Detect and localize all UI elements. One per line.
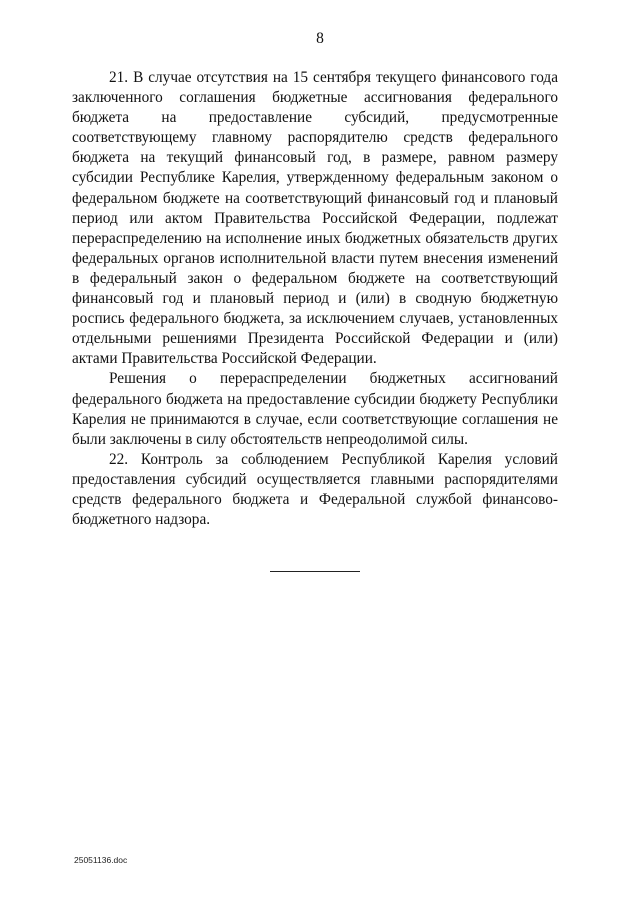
- paragraph-clause-21: 21. В случае отсутствия на 15 сентября текущего финансового года заключенного соглашения бюджетные ассигнования федерального бюджета на предоставление субсидий, предусмотренные соответствующему главному распорядителю средств федерального бюджета на текущий финансовый год, в размере, равном размеру субсидии Республике Карелия, утвержденному федеральным законом о федеральном бюджете на соответствующий финансовый год и плановый период или актом Правительства Российской Федерации, подлежат перераспределению на исполнение иных бюджетных обязательств других федеральных органов исполнительной власти путем внесения изменений в федеральный закон о федеральном бюджете на соответствующий финансовый год и плановый период и (или) в сводную бюджетную роспись федерального бюджета, за исключением случаев, установленных отдельными решениями Президента Российской Федерации и (или) актами Правительства Российской Федерации.: [72, 69, 558, 368]
- paragraph-redistribution-decisions: Решения о перераспределении бюджетных ассигнований федерального бюджета на предоставление субсидии бюджету Республики Карелия не принимаются в случае, если соответствующие соглашения не были заключены в силу обстоятельств непреодолимой силы.: [72, 370, 558, 448]
- end-separator-line: [270, 571, 360, 572]
- document-body: [72, 68, 558, 530]
- page-number: 8: [316, 30, 324, 47]
- footer-filename: 25051136.doc: [74, 855, 128, 865]
- paragraph-clause-22: 22. Контроль за соблюдением Республикой Карелия условий предоставления субсидий осуществляется главными распорядителями средств федерального бюджета и Федеральной службой финансово-бюджетного надзора.: [72, 450, 558, 529]
